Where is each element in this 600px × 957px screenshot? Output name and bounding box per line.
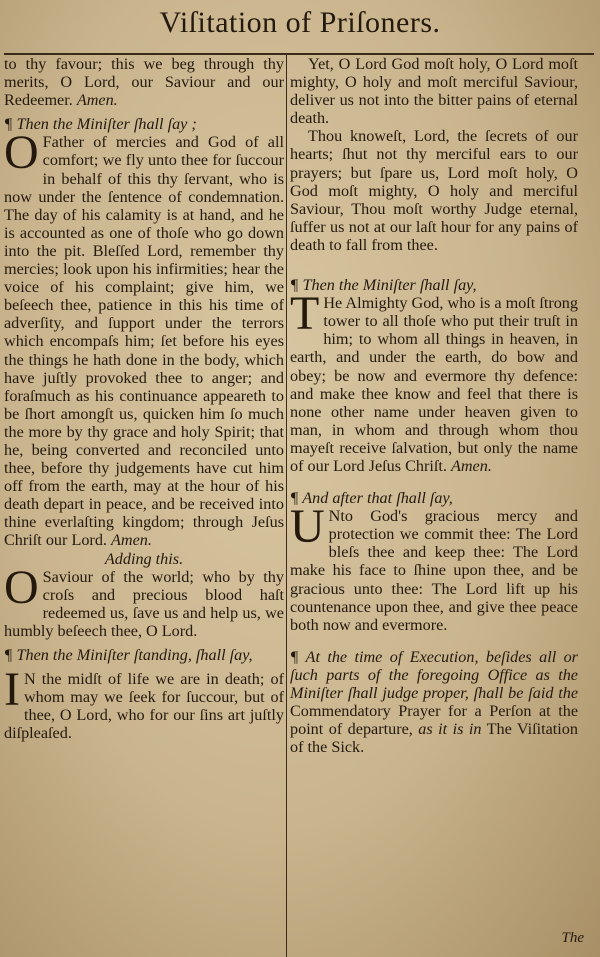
rubric-roman: The Viſitation of the Sick.: [290, 720, 578, 757]
drop-cap: O: [4, 560, 39, 614]
opening-amen: Amen.: [76, 91, 118, 110]
prayer-unto-gods-mercy: [290, 500, 578, 634]
rubric-roman: Commendatory Prayer for a Perſon at the point of departure,: [290, 702, 578, 739]
right-column: [290, 55, 578, 756]
drop-cap: I: [4, 663, 20, 717]
prayer-amen: Amen.: [111, 531, 152, 550]
prayer-father-of-mercies: [4, 126, 284, 550]
opening-text: [4, 55, 284, 109]
prayer-amen: Amen.: [450, 456, 492, 475]
prayer-thou-knowest: Thou knoweſt, Lord, the ſecrets of our hearts; ſhut not thy merciful ears to our prayers; but ſpare us, Lord moſt holy, O God moſt mighty, O holy and merciful Saviour, Thou moſt worthy Judge eternal, ſuffer us not at our laſt hour for any pains of death to fall from thee.: [290, 127, 578, 254]
drop-cap: T: [290, 287, 320, 341]
prayer-in-the-midst-of-life: [4, 663, 284, 743]
rubric-minister-standing: ¶ Then the Miniſter ſtanding, ſhall ſay,: [4, 646, 253, 664]
rubric-part: ¶ At the time of Execution, beſides all or ſuch parts of the foregoing Office as the Miniſter ſhall judge proper, ſhall be ſaid the: [290, 647, 578, 702]
prayer-body: Saviour of the world; who by thy croſs and precious blood haſt redeemed us, ſave us and help us, we humbly beſeech thee, O Lord.: [4, 567, 284, 640]
page-title: Viſitation of Priſoners.: [159, 6, 441, 39]
prayer-body: He Almighty God, who is a moſt ſtrong tower to all thoſe who put their truſt in him; to whom all things in heaven, in earth, and under the earth, do bow and obey; be now and evermore thy defence: and make thee know and feel that there is none other name under heaven given to man, in whom and through whom thou mayeſt receive ſalvation, but only the name of our Lord Jeſus Chriſt.: [290, 294, 578, 475]
column-divider: [286, 55, 287, 957]
prayer-saviour-of-the-world: [4, 560, 284, 640]
prayer-almighty-god: [290, 287, 578, 475]
rubric-adding-this: Adding this.: [104, 549, 184, 568]
prayer-body: Nto God's gracious mercy and protection we commit thee: The Lord bleſs thee and keep thee: The Lord make his face to ſhine upon thee, and be gracious unto thee: The Lord lift up his countenance upon thee, and give thee peace both now and evermore.: [290, 507, 578, 634]
left-column: [4, 55, 284, 742]
rubric-time-of-execution: [290, 648, 578, 757]
rubric-part: as it is in: [418, 720, 482, 739]
prayer-body: Father of mercies and God of all comfort; we fly unto thee for ſuccour in behalf of this thy ſervant, who is now under the ſentence of condemnation. The day of his calamity is at hand, and he is accounted as one of thoſe who go down into the pit. Bleſſed Lord, remember thy mercies; look upon his infirmities; hear the voice of his complaint; give him, we beſeech thee, patience in this his time of adverſity, and ſupport under the terrors which encompaſs him; ſet before his eyes the things he hath done in the body, which have juſtly provoked thee to anger; and foraſmuch as his continuance appeareth to be ſhort amongſt us, quicken him ſo much the more by thy grace and holy Spirit; that he, being converted and reconciled unto thee, before thy judgements have cut him off from the earth, may at the hour of his death depart in peace, and be received into thine everlaſting kingdom; through Jeſus Chriſt our Lord.: [4, 133, 284, 550]
prayer-body: N the midſt of life we are in death; of whom may we ſeek for ſuccour, but of thee, O Lord, who for our ſins art juſtly diſpleaſed.: [4, 670, 284, 743]
rubric-minister-say: ¶ Then the Miniſter ſhall ſay ;: [4, 115, 197, 134]
prayer-yet-o-lord: Yet, O Lord God moſt holy, O Lord moſt mighty, O holy and moſt merciful Saviour, deliver us not into the bitter pains of eternal death.: [290, 55, 578, 128]
drop-cap: U: [290, 500, 325, 554]
drop-cap: O: [4, 126, 39, 180]
catchword: The: [561, 930, 584, 946]
rubric-after-that: ¶ And after that ſhall ſay,: [290, 489, 453, 508]
rubric-minister-say-2: ¶ Then the Miniſter ſhall ſay,: [290, 276, 477, 295]
opening-body: to thy favour; this we beg through thy merits, O Lord, our Saviour and our Redeemer.: [4, 55, 284, 110]
